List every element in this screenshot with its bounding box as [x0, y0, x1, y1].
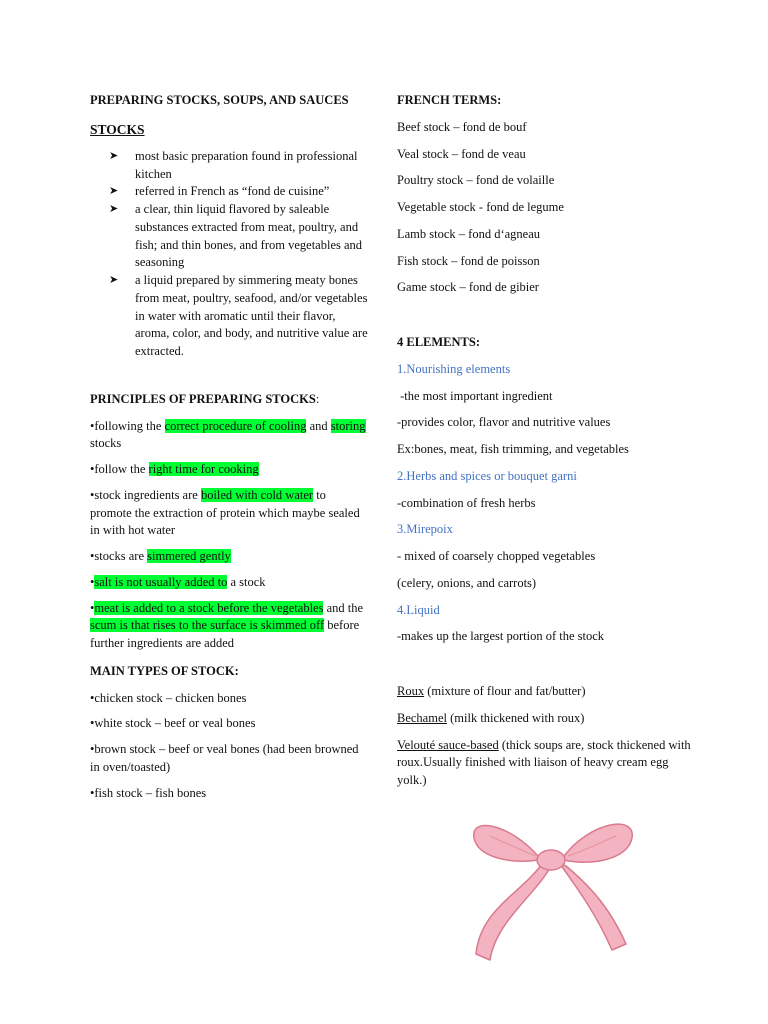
- left-column: [90, 92, 368, 802]
- stock-type: •white stock – beef or veal bones: [90, 716, 256, 731]
- element-line: -combination of fresh herbs: [397, 495, 536, 510]
- element-line: -provides color, flavor and nutritive values: [397, 415, 611, 430]
- list-item: ➤ a liquid prepared by simmering meaty bones from meat, poultry, seafood, and/or vegetables in water with aromatic until their flavor, aroma, color, and body, and nutritive value are extracted.: [109, 273, 368, 359]
- arrowhead-bullet-icon: ➤: [109, 184, 119, 198]
- elements-heading: 4 ELEMENTS:: [397, 335, 481, 349]
- element-1-title: 1.Nourishing elements: [397, 361, 511, 376]
- arrowhead-bullet-icon: ➤: [109, 273, 119, 287]
- stocks-heading: STOCKS: [90, 121, 145, 137]
- stock-type: •brown stock – beef or veal bones (had been browned in oven/toasted): [90, 742, 359, 774]
- french-term: Beef stock – fond de bouf: [397, 119, 527, 134]
- list-item: ➤ referred in French as “fond de cuisine”: [109, 184, 330, 199]
- element-3-title: 3.Mirepoix: [397, 522, 453, 537]
- element-line: Ex:bones, meat, fish trimming, and vegetables: [397, 442, 629, 456]
- french-term: Fish stock – fond de poisson: [397, 253, 540, 268]
- french-term: Vegetable stock - fond de legume: [397, 200, 564, 214]
- list-item: ➤ most basic preparation found in professional kitchen: [109, 148, 358, 181]
- element-line: - mixed of coarsely chopped vegetables: [397, 549, 596, 563]
- principles-heading: PRINCIPLES OF PREPARING STOCKS:: [90, 391, 320, 406]
- element-2-title: 2.Herbs and spices or bouquet garni: [397, 468, 577, 483]
- french-term: Lamb stock – fond d‘agneau: [397, 226, 541, 241]
- arrowhead-bullet-icon: ➤: [109, 202, 119, 216]
- principle-2: •follow the right time for cooking: [90, 462, 259, 477]
- stock-type: •chicken stock – chicken bones: [90, 690, 247, 705]
- element-4-title: 4.Liquid: [397, 602, 440, 617]
- french-terms-heading: FRENCH TERMS:: [397, 93, 502, 107]
- element-line: -makes up the largest portion of the stock: [397, 629, 605, 644]
- veloute-definition: Velouté sauce-based (thick soups are, stock thickened with roux.Usually finished with liaison of heavy cream egg yolk.): [397, 737, 691, 787]
- arrowhead-bullet-icon: ➤: [109, 148, 119, 162]
- french-term: Game stock – fond de gibier: [397, 280, 539, 295]
- document-title: PREPARING STOCKS, SOUPS, AND SAUCES: [90, 93, 349, 107]
- roux-definition: Roux (mixture of flour and fat/butter): [397, 684, 586, 698]
- pink-ribbon-bow-icon: [440, 814, 670, 974]
- french-term: Veal stock – fond de veau: [397, 146, 526, 161]
- principle-5: •salt is not usually added to a stock: [90, 574, 266, 589]
- right-column: [397, 92, 697, 799]
- stocks-bullet-list: [90, 148, 368, 361]
- element-line: -the most important ingredient: [397, 388, 553, 403]
- stock-type: •fish stock – fish bones: [90, 785, 207, 800]
- french-term: Poultry stock – fond de volaille: [397, 173, 555, 188]
- element-line: (celery, onions, and carrots): [397, 575, 537, 590]
- principle-1: •following the correct procedure of cooling and storing stocks: [90, 418, 366, 451]
- principle-4: •stocks are simmered gently: [90, 549, 231, 564]
- principle-6: •meat is added to a stock before the vegetables and the scum is that rises to the surface is skimmed off before further ingredients are added: [90, 600, 364, 651]
- bechamel-definition: Bechamel (milk thickened with roux): [397, 710, 585, 725]
- list-item: ➤ a clear, thin liquid flavored by saleable substances extracted from meat, poultry, and fish; and thin bones, and from vegetables and seasoning: [109, 202, 363, 270]
- principle-3: •stock ingredients are boiled with cold water to promote the extraction of protein which maybe sealed in with hot water: [90, 487, 360, 538]
- types-heading: MAIN TYPES OF STOCK:: [90, 663, 239, 678]
